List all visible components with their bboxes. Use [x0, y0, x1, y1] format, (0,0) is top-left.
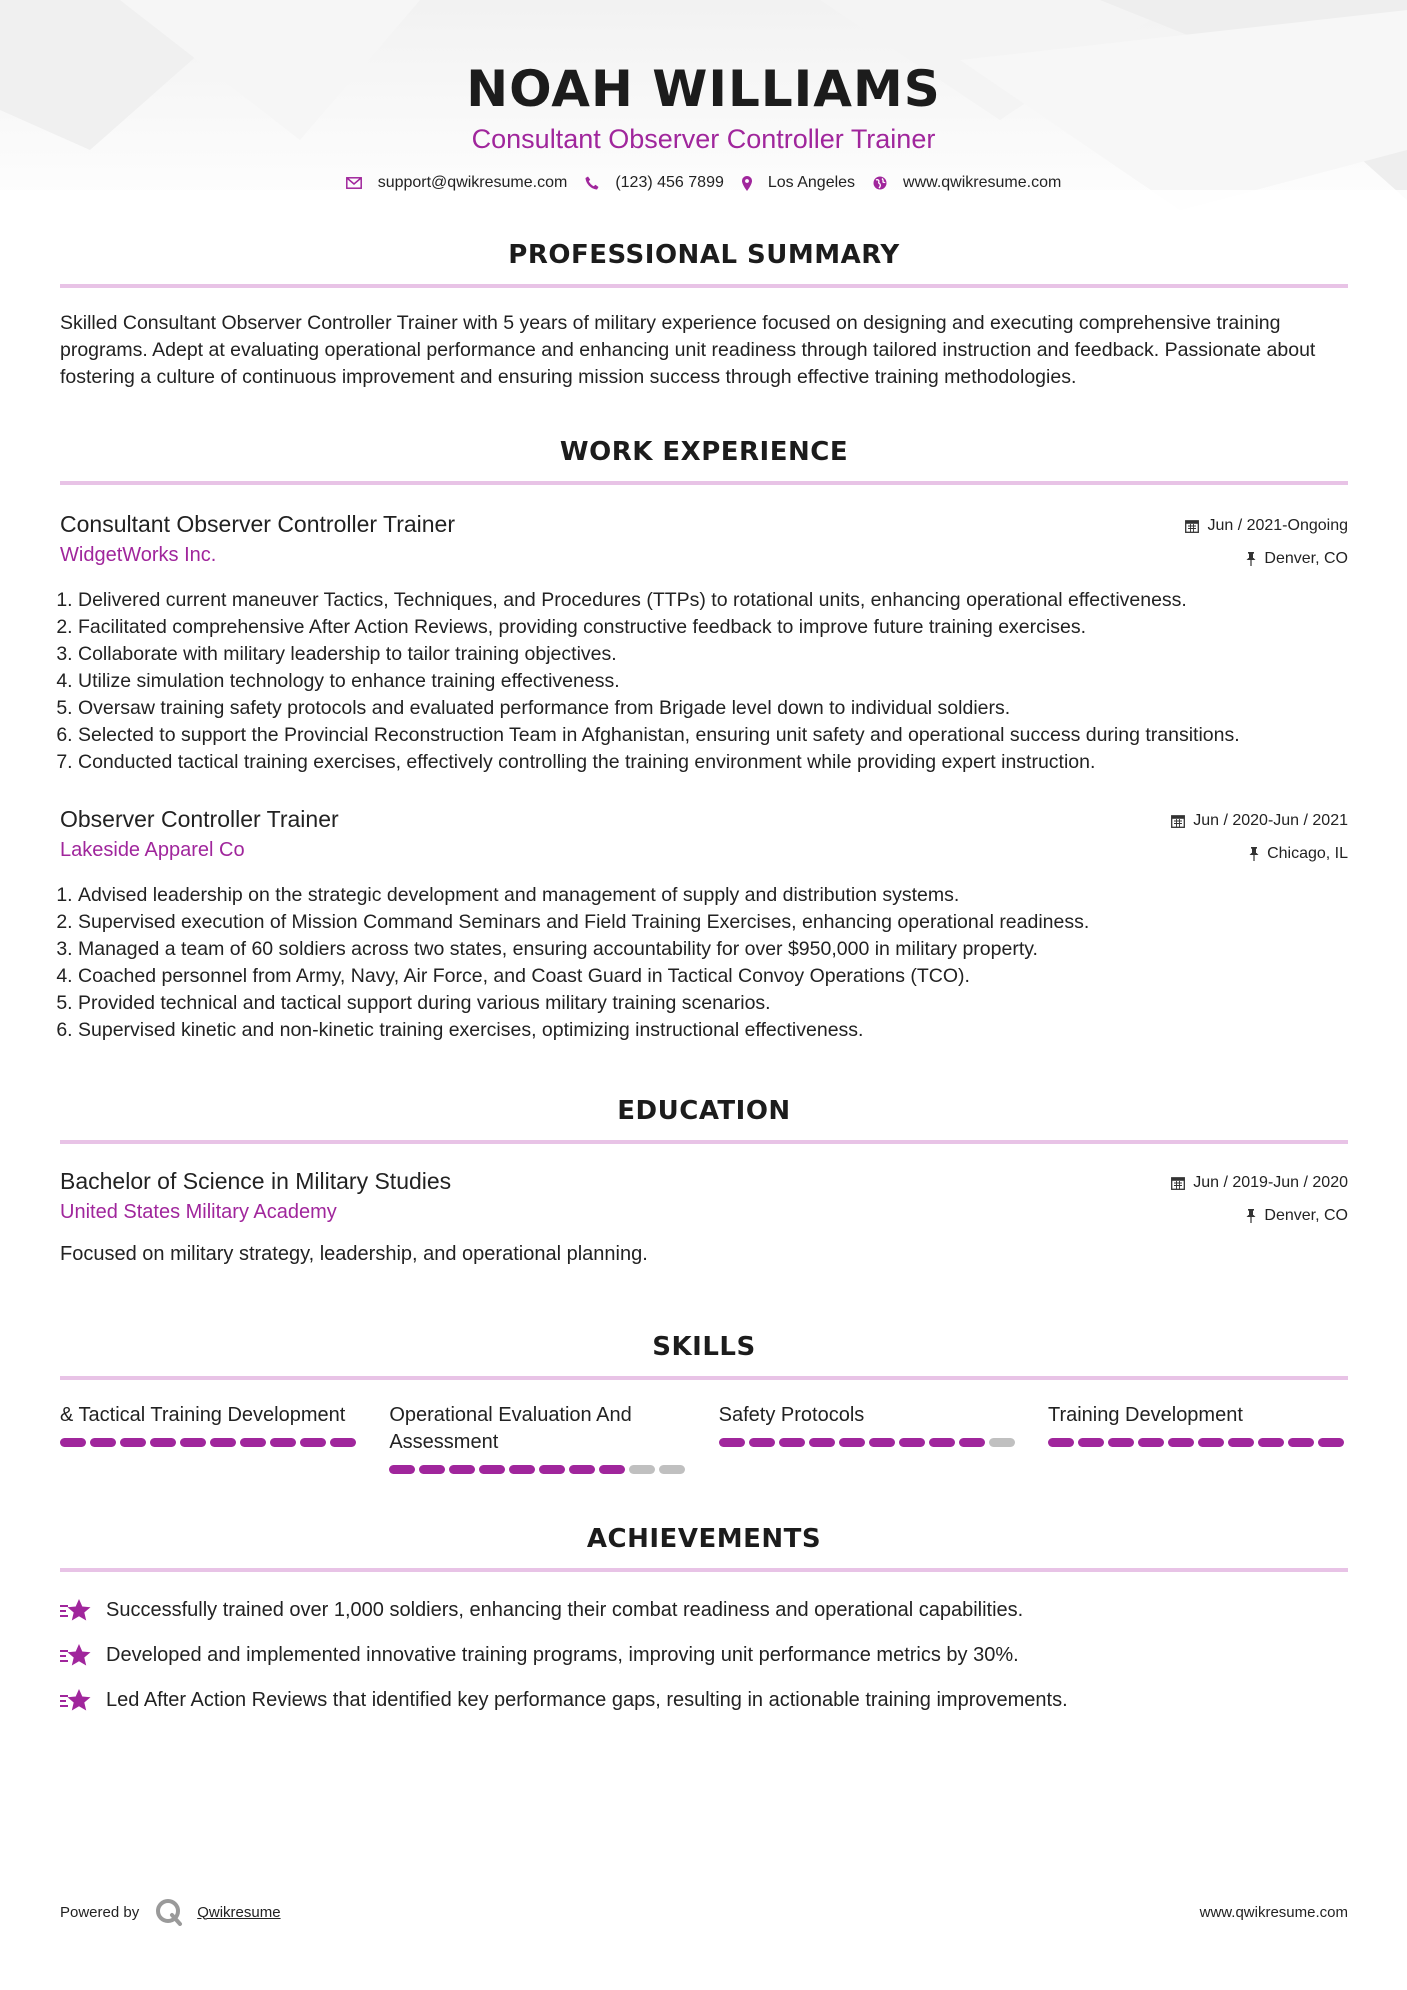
skill-name: Training Development [1047, 1404, 1243, 1426]
skill-item [1048, 1402, 1348, 1474]
achievement-item [60, 1633, 1348, 1678]
education-description: Focused on military strategy, leadership, and operational planning. [60, 1243, 648, 1265]
skill-segment-filled [929, 1438, 955, 1447]
experience-heading: WORK EXPERIENCE [559, 437, 849, 467]
list-item: 6. Supervised kinetic and non-kinetic training exercises, optimizing instructional effectiveness. [78, 1017, 1348, 1044]
contact-location [742, 174, 855, 192]
achievement-item [60, 1588, 1348, 1633]
education-section [60, 1090, 1348, 1268]
job-date: Jun / 2020-Jun / 2021 [1193, 811, 1348, 829]
education-meta [1171, 1166, 1348, 1232]
calendar-icon [1171, 814, 1185, 828]
summary-heading: PROFESSIONAL SUMMARY [508, 240, 900, 270]
job-entry [60, 509, 1348, 776]
skills-section [60, 1326, 1348, 1474]
phone-text: (123) 456 7899 [615, 174, 724, 191]
skill-segment-filled [809, 1438, 835, 1447]
skill-segment-filled [839, 1438, 865, 1447]
skill-segment-empty [659, 1465, 685, 1474]
skill-segment-empty [629, 1465, 655, 1474]
job-meta [1171, 804, 1348, 870]
candidate-name: NOAH WILLIAMS [466, 60, 941, 118]
education-location: Denver, CO [1264, 1206, 1348, 1224]
job-bullets [60, 882, 1348, 1044]
achievements-heading: ACHIEVEMENTS [586, 1524, 822, 1554]
section-divider [60, 284, 1348, 288]
list-item: 3. Collaborate with military leadership to tailor training objectives. [78, 641, 1348, 668]
skill-segment-filled [389, 1465, 415, 1474]
skill-segment-filled [899, 1438, 925, 1447]
degree-title: Bachelor of Science in Military Studies [60, 1168, 452, 1194]
job-title: Consultant Observer Controller Trainer [60, 511, 455, 537]
skill-segment-filled [599, 1465, 625, 1474]
section-divider [60, 1376, 1348, 1380]
skill-segment-filled [150, 1438, 176, 1447]
skill-segment-filled [539, 1465, 565, 1474]
section-divider [60, 1140, 1348, 1144]
skill-item [719, 1402, 1019, 1474]
school-name: United States Military Academy [60, 1201, 337, 1223]
skill-segment-filled [1198, 1438, 1224, 1447]
achievement-text: Developed and implemented innovative training programs, improving unit performance metrics by 30%. [106, 1644, 1019, 1666]
skill-segment-filled [210, 1438, 236, 1447]
skill-segment-filled [1138, 1438, 1164, 1447]
skills-heading: SKILLS [652, 1332, 756, 1362]
skill-name: Operational Evaluation And Assessment [389, 1404, 632, 1453]
skill-segment-filled [240, 1438, 266, 1447]
list-item: 7. Conducted tactical training exercises, effectively controlling the training environment while providing expert instruction. [78, 749, 1348, 776]
skill-segment-filled [120, 1438, 146, 1447]
list-item: 4. Coached personnel from Army, Navy, Air Force, and Coast Guard in Tactical Convoy Operations (TCO). [78, 963, 1348, 990]
skill-segment-filled [330, 1438, 356, 1447]
skill-segment-filled [1108, 1438, 1134, 1447]
achievement-item [60, 1678, 1348, 1723]
summary-section [60, 234, 1348, 391]
company-name: Lakeside Apparel Co [60, 839, 245, 861]
qwikresume-logo-icon [155, 1898, 183, 1926]
star-icon [60, 1643, 92, 1669]
brand-link[interactable]: Qwikresume [197, 1903, 281, 1921]
skill-level-bar [60, 1438, 360, 1447]
job-location: Chicago, IL [1267, 844, 1348, 862]
calendar-icon [1171, 1176, 1185, 1190]
list-item: 1. Advised leadership on the strategic development and management of supply and distribution systems. [78, 882, 1348, 909]
location-text: Los Angeles [767, 174, 856, 191]
skill-segment-filled [569, 1465, 595, 1474]
map-pin-icon [742, 176, 752, 191]
skill-level-bar [719, 1438, 1019, 1447]
list-item: 2. Facilitated comprehensive After Action Reviews, providing constructive feedback to improve future training exercises. [78, 614, 1348, 641]
email-text: support@qwikresume.com [377, 174, 568, 191]
skill-segment-filled [959, 1438, 985, 1447]
job-location: Denver, CO [1264, 549, 1348, 567]
achievement-text: Led After Action Reviews that identified key performance gaps, resulting in actionable training improvements. [106, 1689, 1068, 1711]
page-footer [60, 1898, 1348, 1926]
list-item: 3. Managed a team of 60 soldiers across two states, ensuring accountability for over $950,000 in military property. [78, 936, 1348, 963]
skill-segment-filled [1258, 1438, 1284, 1447]
skill-name: & Tactical Training Development [60, 1404, 346, 1426]
skill-segment-filled [719, 1438, 745, 1447]
experience-section [60, 431, 1348, 1044]
contact-email[interactable] [346, 174, 568, 192]
skill-level-bar [1048, 1438, 1348, 1447]
pushpin-icon [1246, 1209, 1256, 1223]
skill-segment-filled [180, 1438, 206, 1447]
skill-segment-filled [479, 1465, 505, 1474]
website-text: www.qwikresume.com [903, 174, 1062, 191]
skill-segment-filled [419, 1465, 445, 1474]
resume-header [0, 0, 1407, 192]
achievements-section [60, 1518, 1348, 1723]
achievements-list [60, 1588, 1348, 1723]
education-entry [60, 1166, 1348, 1268]
skill-segment-filled [1048, 1438, 1074, 1447]
candidate-title: Consultant Observer Controller Trainer [471, 124, 936, 154]
globe-icon [873, 176, 887, 190]
job-entry [60, 804, 1348, 1044]
skill-segment-filled [270, 1438, 296, 1447]
company-name: WidgetWorks Inc. [60, 544, 217, 566]
job-title: Observer Controller Trainer [60, 806, 339, 832]
list-item: 2. Supervised execution of Mission Command Seminars and Field Training Exercises, enhancing operational readiness. [78, 909, 1348, 936]
summary-text: Skilled Consultant Observer Controller Trainer with 5 years of military experience focused on designing and executing comprehensive training programs. Adept at evaluating operational performance and enhancing unit readiness through tailored instruction and feedback. Passionate about fostering a culture of continuous improvement and ensuring mission success through effective training methodologies. [60, 312, 1316, 388]
skill-segment-filled [779, 1438, 805, 1447]
list-item: 6. Selected to support the Provincial Reconstruction Team in Afghanistan, ensuring unit safety and operational success during transitions. [78, 722, 1348, 749]
calendar-icon [1185, 519, 1199, 533]
pushpin-icon [1246, 552, 1256, 566]
skill-segment-filled [300, 1438, 326, 1447]
skill-segment-filled [449, 1465, 475, 1474]
list-item: 5. Provided technical and tactical support during various military training scenarios. [78, 990, 1348, 1017]
resume-body [60, 234, 1348, 1723]
section-divider [60, 481, 1348, 485]
footer-website[interactable]: www.qwikresume.com [1199, 1903, 1348, 1921]
skill-segment-filled [1078, 1438, 1104, 1447]
skills-grid [60, 1402, 1348, 1474]
skill-segment-filled [1168, 1438, 1194, 1447]
job-bullets [60, 587, 1348, 776]
achievement-text: Successfully trained over 1,000 soldiers, enhancing their combat readiness and operational capabilities. [106, 1599, 1024, 1621]
skill-segment-filled [749, 1438, 775, 1447]
powered-by [60, 1898, 281, 1926]
skill-segment-filled [1318, 1438, 1344, 1447]
skill-segment-empty [989, 1438, 1015, 1447]
education-heading: EDUCATION [617, 1096, 791, 1126]
list-item: 4. Utilize simulation technology to enhance training effectiveness. [78, 668, 1348, 695]
contact-phone[interactable] [585, 174, 724, 192]
education-date: Jun / 2019-Jun / 2020 [1193, 1173, 1348, 1191]
skill-segment-filled [90, 1438, 116, 1447]
skill-name: Safety Protocols [718, 1404, 865, 1426]
phone-icon [585, 176, 599, 190]
envelope-icon [346, 177, 362, 189]
contact-bar [0, 174, 1407, 192]
pushpin-icon [1249, 847, 1259, 861]
job-meta [1185, 509, 1348, 575]
skill-segment-filled [1228, 1438, 1254, 1447]
skill-segment-filled [869, 1438, 895, 1447]
list-item: 1. Delivered current maneuver Tactics, Techniques, and Procedures (TTPs) to rotational units, enhancing operational effectiveness. [78, 587, 1348, 614]
skill-segment-filled [1288, 1438, 1314, 1447]
skill-segment-filled [509, 1465, 535, 1474]
skill-item [60, 1402, 360, 1474]
list-item: 5. Oversaw training safety protocols and evaluated performance from Brigade level down to individual soldiers. [78, 695, 1348, 722]
powered-by-label: Powered by [60, 1903, 140, 1921]
star-icon [60, 1598, 92, 1624]
skill-level-bar [389, 1465, 689, 1474]
skill-item [389, 1402, 689, 1474]
contact-website[interactable] [873, 174, 1061, 192]
job-date: Jun / 2021-Ongoing [1207, 516, 1348, 534]
star-icon [60, 1688, 92, 1714]
section-divider [60, 1568, 1348, 1572]
skill-segment-filled [60, 1438, 86, 1447]
